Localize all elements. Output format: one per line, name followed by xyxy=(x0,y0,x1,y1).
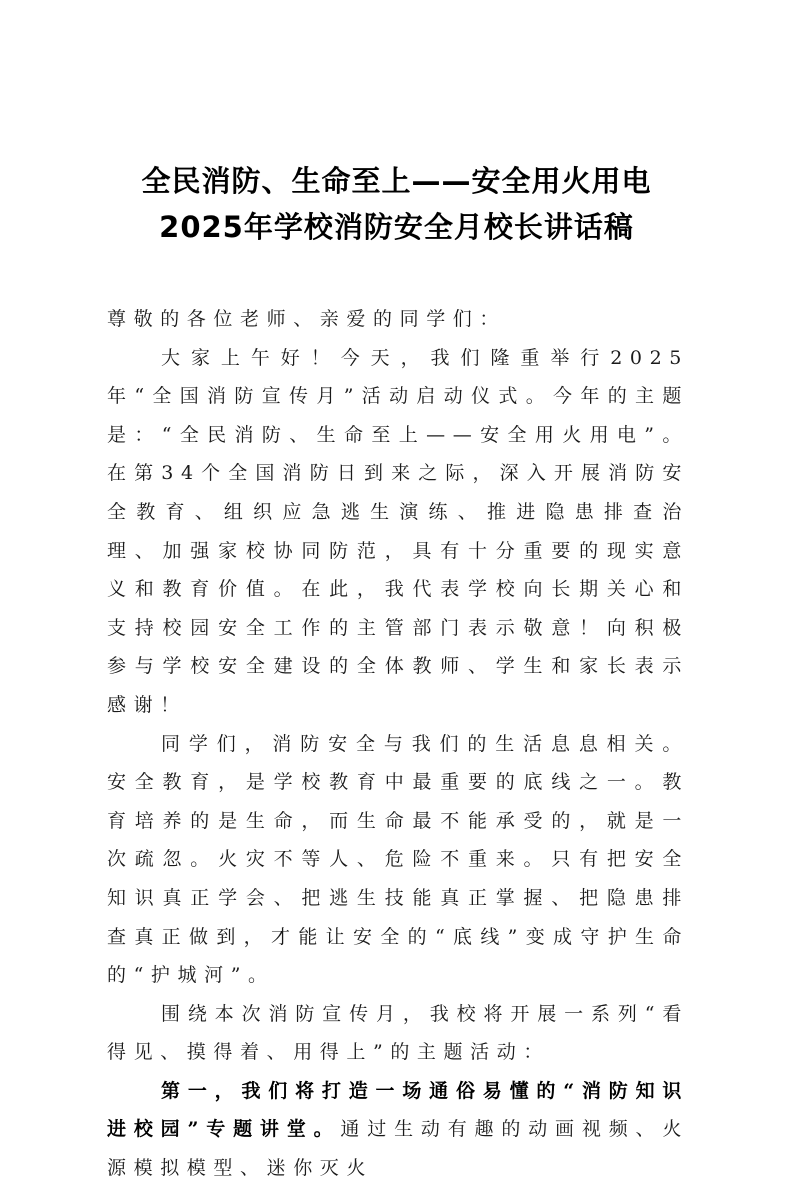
paragraph-continuation: 通过生动有趣的动画视频、火源模拟模型、迷你灭火 xyxy=(107,1118,689,1180)
paragraph-activities-intro: 围绕本次消防宣传月，我校将开展一系列“看得见、摸得着、用得上”的主题活动： xyxy=(107,1002,689,1064)
paragraph-safety-importance: 同学们，消防安全与我们的生活息息相关。安全教育，是学校教育中最重要的底线之一。教育培养的是生命，而生命最不能承受的，就是一次疏忽。火灾不等人、危险不重来。只有把安全知识真正学会、把逃生技能真正掌握、把隐患排查真正做到，才能让安全的“底线”变成守护生命的“护城河”。 xyxy=(107,732,689,987)
title-line-1: 全民消防、生命至上——安全用火用电 xyxy=(141,164,652,198)
paragraph-first-activity xyxy=(107,1072,689,1188)
title-line-2: 2025年学校消防安全月校长讲话稿 xyxy=(159,210,634,244)
paragraph-opening: 大家上午好！今天，我们隆重举行2025年“全国消防宣传月”活动启动仪式。今年的主题是：“全民消防、生命至上——安全用火用电”。在第34个全国消防日到来之际，深入开展消防安全教育、组织应急逃生演练、推进隐患排查治理、加强家校协同防范，具有十分重要的现实意义和教育价值。在此，我代表学校向长期关心和支持校园安全工作的主管部门表示敬意！向积极参与学校安全建设的全体教师、学生和家长表示感谢！ xyxy=(107,346,689,716)
document-body xyxy=(107,300,689,1188)
document-title xyxy=(0,158,793,250)
salutation: 尊敬的各位老师、亲爱的同学们： xyxy=(107,308,507,330)
paragraph-bold-lead: 第一，我们将打造一场通俗易懂的“消防知识进校园”专题讲堂。 xyxy=(107,1079,689,1141)
